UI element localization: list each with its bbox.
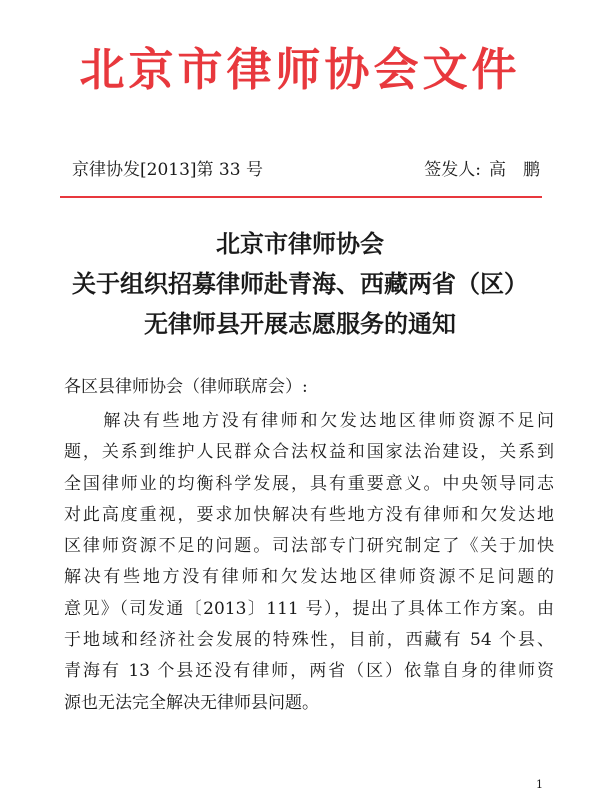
body-line: 青海有 13 个县还没有律师，两省（区）依靠自身的律师资	[64, 661, 554, 682]
body-line: 源也无法完全解决无律师县问题。	[64, 692, 319, 713]
page-number: 1	[536, 778, 543, 791]
body-line: 解决有些地方没有律师和欠发达地区律师资源不足问题的	[64, 567, 554, 588]
signer-label: 签发人:	[424, 160, 481, 180]
body-line: 题，关系到维护人民群众合法权益和国家法治建设，关系到	[64, 442, 554, 463]
header-divider	[60, 196, 542, 198]
signer-info	[424, 158, 540, 182]
title-line-3: 无律师县开展志愿服务的通知	[144, 310, 456, 338]
body-paragraph	[64, 406, 554, 719]
title-line-1: 北京市律师协会	[216, 230, 384, 258]
document-number: 京律协发[2013]第 33 号	[72, 160, 263, 180]
document-header-title: 北京市律师协会文件	[79, 43, 521, 96]
notice-title	[40, 224, 560, 344]
document-meta-row	[72, 158, 540, 182]
body-line: 区律师资源不足的问题。司法部专门研究制定了《关于加快	[64, 536, 554, 557]
title-line-2: 关于组织招募律师赴青海、西藏两省（区）	[72, 270, 528, 298]
body-line: 全国律师业的均衡科学发展，具有重要意义。中央领导同志	[64, 473, 554, 494]
body-line: 对此高度重视，要求加快解决有些地方没有律师和欠发达地	[64, 504, 554, 525]
salutation: 各区县律师协会（律师联席会）:	[64, 377, 308, 397]
body-line: 于地域和经济社会发展的特殊性，目前，西藏有 54 个县、	[64, 630, 554, 651]
body-line: 意见》（司发通〔2013〕111 号），提出了具体工作方案。由	[64, 598, 554, 619]
body-line: 解决有些地方没有律师和欠发达地区律师资源不足问	[64, 411, 554, 431]
signer-name: 高 鹏	[489, 160, 540, 180]
